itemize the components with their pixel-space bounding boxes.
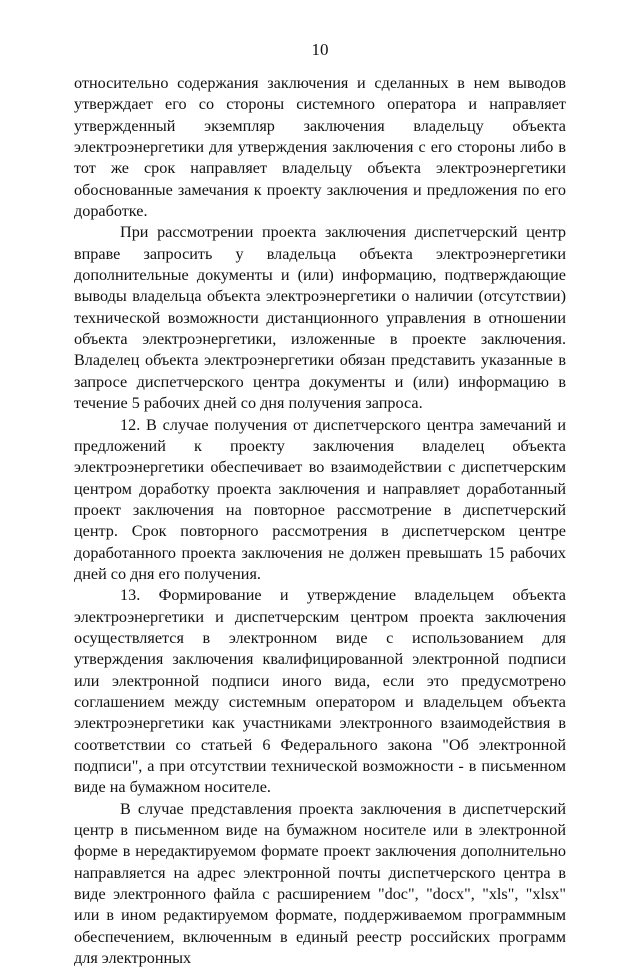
paragraph-continuation: относительно содержания заключения и сделанных в нем выводов утверждает его со стороны системного оператора и направляет утвержденный экземпляр заключения владельцу объекта электроэнергетики для утверждения заключения с его стороны либо в тот же срок направляет владельцу объекта электроэнергетики обоснованные замечания к проекту заключения и предложения по его доработке.	[74, 74, 566, 221]
document-body	[74, 73, 566, 969]
paragraph-item-12: 12. В случае получения от диспетчерского центра замечаний и предложений к проекту заключения владелец объекта электроэнергетики обеспечивает во взаимодействии с диспетчерским центром доработку проекта заключения и направляет доработанный проект заключения на повторное рассмотрение в диспетчерский центр. Срок повторного рассмотрения в диспетчерском центре доработанного проекта заключения не должен превышать 15 рабочих дней со дня его получения.	[74, 415, 566, 583]
paragraph-paper-submission: В случае представления проекта заключения в диспетчерский центр в письменном виде на бумажном носителе или в электронной форме в нередактируемом формате проект заключения дополнительно направляется на адрес электронной почты диспетчерского центра в виде электронного файла с расширением "doc", "docx", "xls", "xlsx" или в ином редактируемом формате, поддерживаемом программным обеспечением, включенным в единый реестр российских программ для электронных	[74, 799, 566, 968]
paragraph-request-documents: При рассмотрении проекта заключения диспетчерский центр вправе запросить у владельца объекта электроэнергетики дополнительные документы и (или) информацию, подтверждающие выводы владельца объекта электроэнергетики о наличии (отсутствии) технической возможности дистанционного управления в отношении объекта электроэнергетики, изложенные в проекте заключения. Владелец объекта электроэнергетики обязан представить указанные в запросе диспетчерского центра документы и (или) информацию в течение 5 рабочих дней со дня получения запроса.	[74, 223, 566, 413]
page-number: 10	[311, 40, 329, 59]
paragraph-item-13: 13. Формирование и утверждение владельцем объекта электроэнергетики и диспетчерским центром проекта заключения осуществляется в электронном виде с использованием для утверждения заключения квалифицированной электронной подписи или электронной подписи иного вида, если это предусмотрено соглашением между системным оператором и владельцем объекта электроэнергетики как участниками электронного взаимодействия в соответствии со статьей 6 Федерального закона "Об электронной подписи", а при отсутствии технической возможности - в письменном виде на бумажном носителе.	[74, 586, 566, 797]
